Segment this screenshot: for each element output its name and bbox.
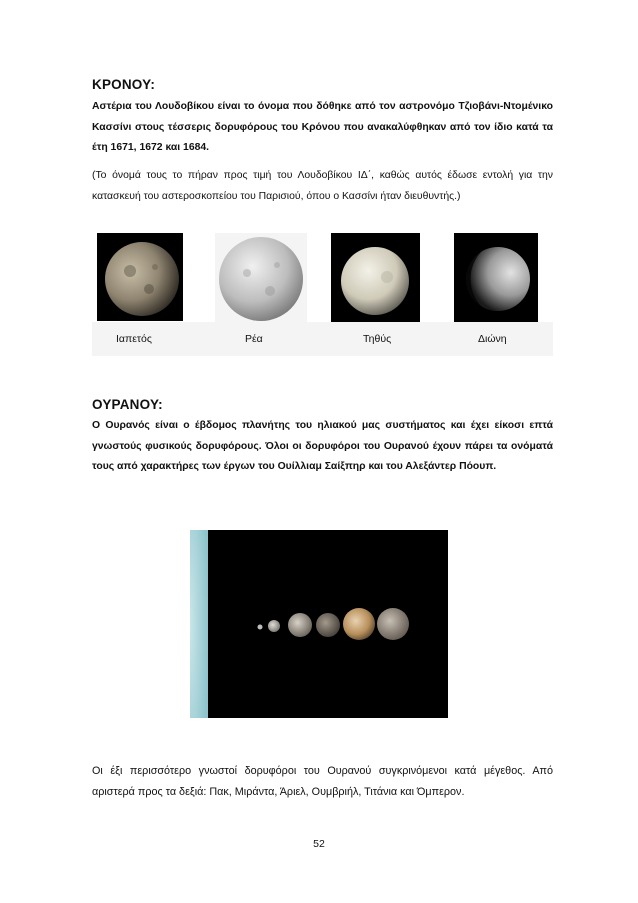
uranus-intro-paragraph: Ο Ουρανός είναι ο έβδομος πλανήτης του ηλιακού μας συστήματος και έχει είκοσι επτά γνωστούς φυσικούς δορυφόρους. Όλοι οι δορυφόροι του Ουρανού έχουν πάρει τα ονόματά τους από χαρακτήρες των έργων του Ουίλλιαμ Σαίξπηρ και του Αλεξάντερ Πόουπ. xyxy=(92,420,553,472)
saturn-intro-paragraph: Αστέρια του Λουδοβίκου είναι το όνομα που δόθηκε από τον αστρονόμο Τζιοβάνι-Ντομένικο Κασσίνι στους τέσσερις δορυφόρους του Κρόνου που ανακαλύφθηκαν από τον ίδιο κατά τα έτη 1671, 1672 και 1684. xyxy=(92,101,553,153)
moon-label-rhea: Ρέα xyxy=(245,333,263,345)
dione-image xyxy=(454,233,538,322)
moon-label-iapetus: Ιαπετός xyxy=(116,333,152,345)
moon-label-dione: Διώνη xyxy=(478,333,507,345)
rhea-image xyxy=(215,233,307,323)
uranus-moons-image xyxy=(190,530,448,718)
saturn-note-paragraph: (Το όνομά τους το πήραν προς τιμή του Λουδοβίκου ΙΔ΄, καθώς αυτός έδωσε εντολή για την κατασκευή του αστεροσκοπείου του Παρισιού, όπου ο Κασσίνι ήταν διευθυντής.) xyxy=(92,170,553,202)
page-number: 52 xyxy=(313,838,325,850)
iapetus-image xyxy=(97,233,183,321)
tethys-image xyxy=(331,233,420,322)
section-heading-uranus: ΟΥΡΑΝΟΥ: xyxy=(92,397,163,412)
moon-label-tethys: Τηθύς xyxy=(363,333,392,345)
section-heading-saturn: ΚΡΟΝΟΥ: xyxy=(92,77,156,92)
uranus-image-caption: Οι έξι περισσότερο γνωστοί δορυφόροι του Ουρανού συγκρινόμενοι κατά μέγεθος. Από αριστερά προς τα δεξιά: Πακ, Μιράντα, Άριελ, Ουμβριήλ, Τιτάνια και Όμπερον. xyxy=(92,765,553,798)
